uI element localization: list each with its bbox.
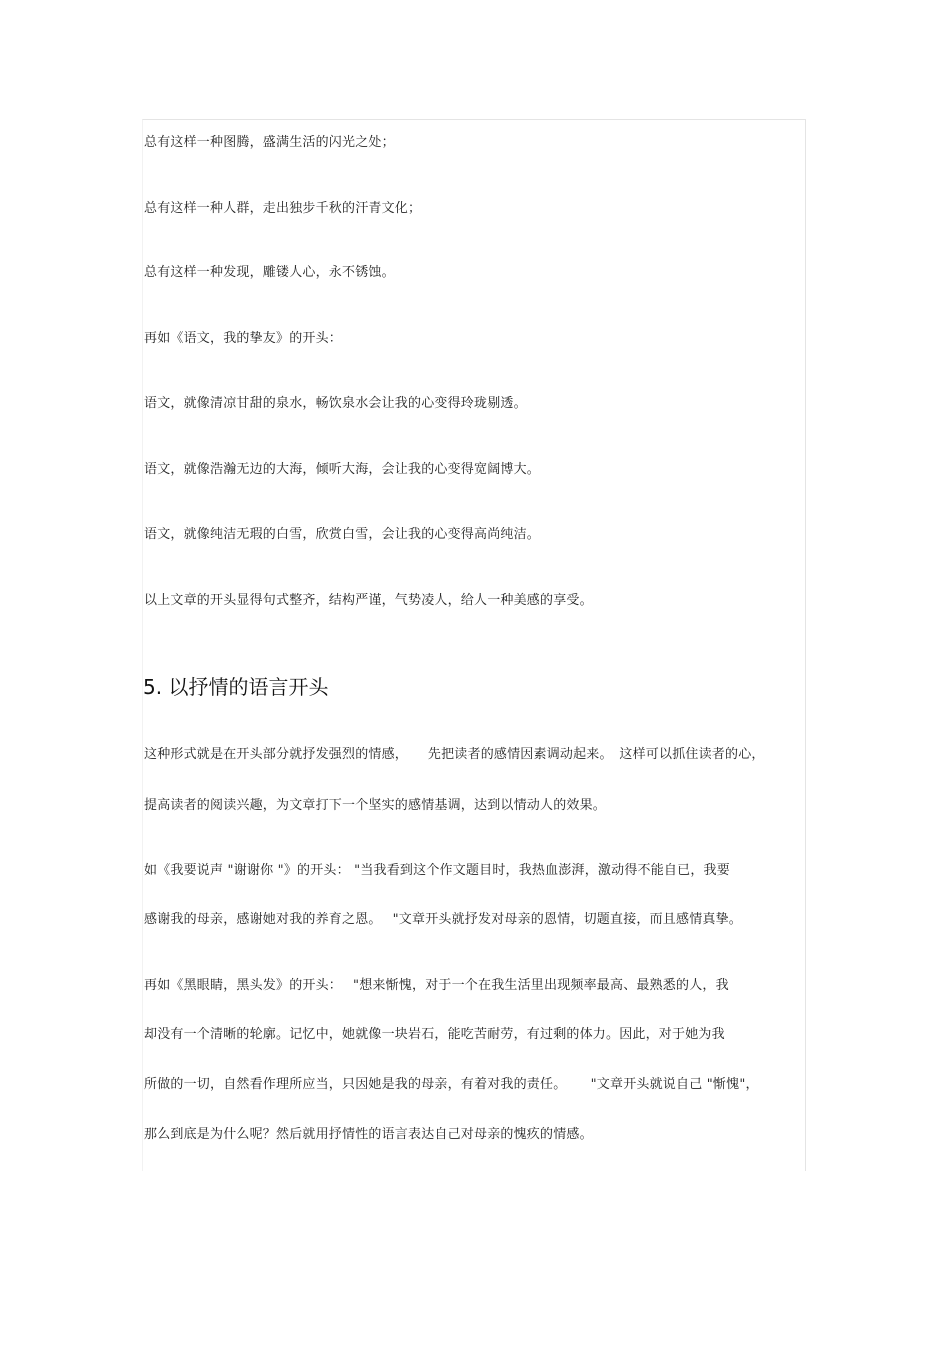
text-line: 再如《语文，我的挚友》的开头： <box>144 331 343 346</box>
text-line: 语文，就像纯洁无瑕的白雪，欣赏白雪，会让我的心变得高尚纯洁。 <box>144 527 541 542</box>
text-line: 却没有一个清晰的轮廓。记忆中，她就像一块岩石，能吃苦耐劳，有过剩的体力。因此，对于她为我 <box>144 1027 725 1042</box>
text-line: 语文，就像浩瀚无边的大海，倾听大海，会让我的心变得宽阔博大。 <box>144 462 541 477</box>
section-heading: 5. 以抒情的语言开头 <box>143 675 329 699</box>
text-line: 那么到底是为什么呢？然后就用抒情性的语言表达自己对母亲的愧疚的情感。 <box>144 1127 593 1142</box>
text-line: 感谢我的母亲，感谢她对我的养育之恩。 "文章开头就抒发对母亲的恩情，切题直接，而且感情真挚。 <box>144 912 743 927</box>
text-line: 如《我要说声 "谢谢你 "》的开头： "当我看到这个作文题目时，我热血澎湃，激动得不能自已，我要 <box>144 863 730 878</box>
text-line: 所做的一切，自然看作理所应当，只因她是我的母亲，有着对我的责任。 "文章开头就说自己 "惭愧"， <box>144 1077 759 1092</box>
text-line: 提高读者的阅读兴趣，为文章打下一个坚实的感情基调，达到以情动人的效果。 <box>144 798 607 813</box>
text-line: 总有这样一种发现，雕镂人心，永不锈蚀。 <box>144 265 395 280</box>
text-line: 以上文章的开头显得句式整齐，结构严谨，气势凌人，给人一种美感的享受。 <box>144 593 593 608</box>
text-line: 再如《黑眼睛，黑头发》的开头： "想来惭愧，对于一个在我生活里出现频率最高、最熟悉的人，我 <box>144 978 729 993</box>
text-line: 这种形式就是在开头部分就抒发强烈的情感， 先把读者的感情因素调动起来。 这样可以抓住读者的心， <box>144 747 765 762</box>
text-line: 总有这样一种图腾，盛满生活的闪光之处； <box>144 135 395 150</box>
text-line: 语文，就像清凉甘甜的泉水，畅饮泉水会让我的心变得玲珑剔透。 <box>144 396 527 411</box>
text-line: 总有这样一种人群，走出独步千秋的汗青文化； <box>144 201 422 216</box>
